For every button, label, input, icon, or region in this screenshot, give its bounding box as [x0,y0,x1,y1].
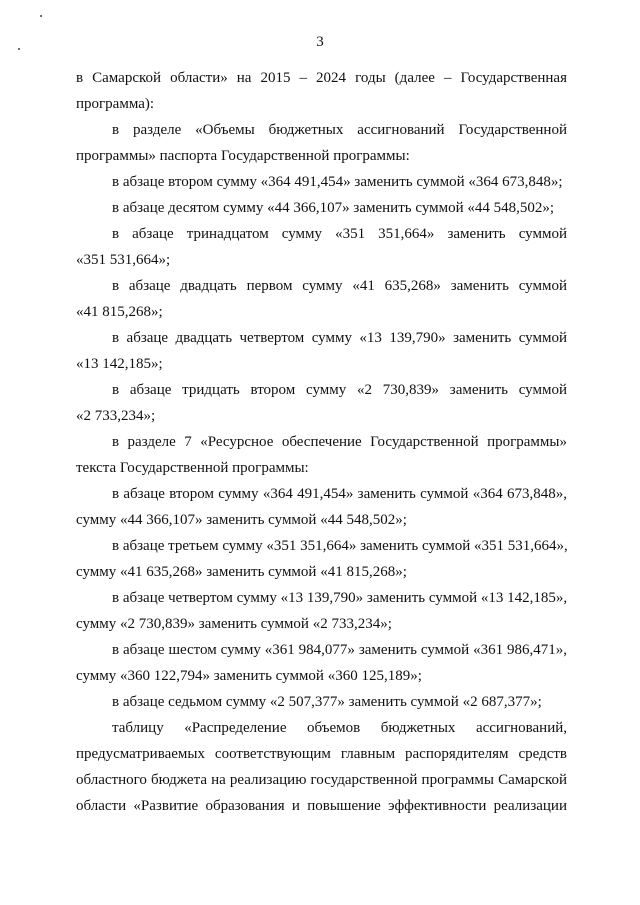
text-line: в разделе «Объемы бюджетных ассигнований Государственной [112,122,567,138]
page-number: 3 [316,34,324,50]
text-line: в абзаце шестом сумму «361 984,077» заменить суммой «361 986,471», [112,642,567,658]
text-line: в абзаце тридцать втором сумму «2 730,839» заменить суммой [112,382,567,398]
text-line: текста Государственной программы: [76,460,309,476]
text-line: в абзаце тринадцатом сумму «351 351,664» заменить суммой [112,226,567,242]
text-line: сумму «44 366,107» заменить суммой «44 548,502»; [76,512,407,528]
text-line: в абзаце двадцать первом сумму «41 635,268» заменить суммой [112,278,567,294]
text-line: в абзаце десятом сумму «44 366,107» заменить суммой «44 548,502»; [112,200,555,216]
text-line: сумму «2 730,839» заменить суммой «2 733,234»; [76,616,392,632]
text-line: программы» паспорта Государственной программы: [76,148,410,164]
text-line: областного бюджета на реализацию государственной программы Самарской [76,772,567,788]
text-line: сумму «41 635,268» заменить суммой «41 815,268»; [76,564,407,580]
text-line: в абзаце втором сумму «364 491,454» заменить суммой «364 673,848»; [112,174,563,190]
text-line: в абзаце четвертом сумму «13 139,790» заменить суммой «13 142,185», [112,590,568,606]
text-line: в разделе 7 «Ресурсное обеспечение Государственной программы» [112,434,567,450]
text-line: в абзаце втором сумму «364 491,454» заменить суммой «364 673,848», [112,486,567,502]
scan-speck [18,48,20,50]
text-line: «13 142,185»; [76,356,163,372]
text-line: предусматриваемых соответствующим главным распорядителям средств [76,746,567,762]
text-line: в Самарской области» на 2015 – 2024 годы (далее – Государственная [76,70,567,86]
text-line: сумму «360 122,794» заменить суммой «360 125,189»; [76,668,422,684]
scan-speck [40,15,42,17]
text-line: «2 733,234»; [76,408,156,424]
text-line: в абзаце седьмом сумму «2 507,377» заменить суммой «2 687,377»; [112,694,542,710]
text-line: в абзаце третьем сумму «351 351,664» заменить суммой «351 531,664», [112,538,568,554]
text-line: «351 531,664»; [76,252,171,268]
text-line: «41 815,268»; [76,304,163,320]
text-line: таблицу «Распределение объемов бюджетных ассигнований, [112,720,567,736]
text-line: программа): [76,96,155,112]
text-line: области «Развитие образования и повышение эффективности реализации [76,798,567,814]
text-line: в абзаце двадцать четвертом сумму «13 139,790» заменить суммой [112,330,567,346]
